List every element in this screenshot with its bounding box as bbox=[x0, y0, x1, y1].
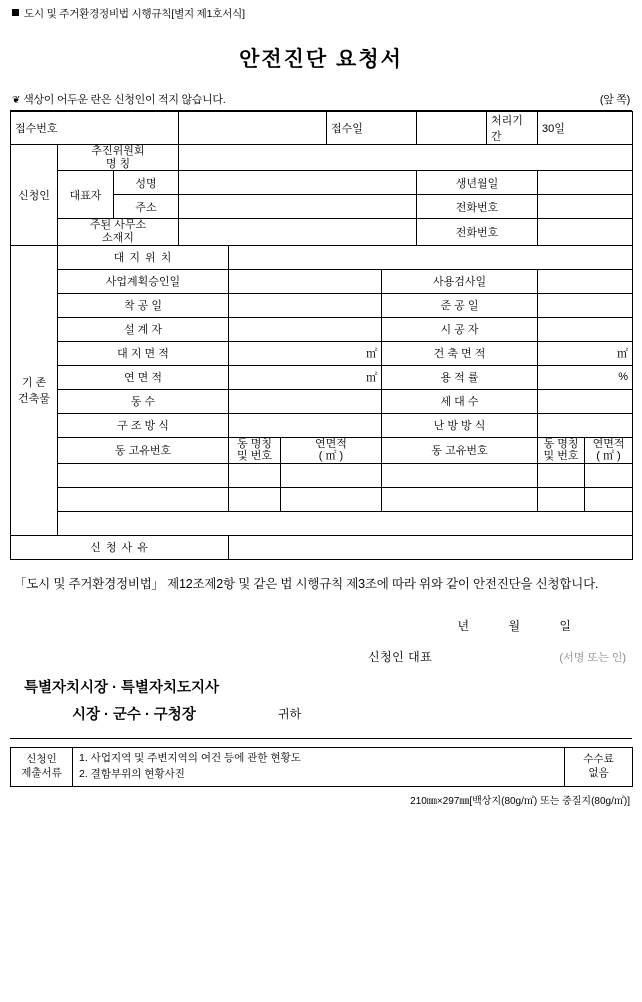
dong-id-value-right-2[interactable] bbox=[382, 487, 538, 511]
applicant-representative-label: 신청인 대표 bbox=[368, 650, 433, 665]
attachments-items bbox=[73, 748, 565, 787]
notice-right-text: (앞 쪽) bbox=[599, 94, 630, 106]
page-title: 안전진단 요청서 bbox=[239, 48, 403, 71]
receipt-number-value[interactable] bbox=[179, 112, 327, 145]
notice-left bbox=[12, 91, 226, 107]
approval-date-label: 사업계획승인일 bbox=[58, 269, 229, 293]
table-row-receipt bbox=[11, 112, 633, 145]
authority-line-1: 특별자치시장 · 특별자치도지사 bbox=[24, 680, 219, 697]
office-location-label bbox=[58, 219, 179, 245]
committee-name-label-line1: 추진위원회 bbox=[91, 145, 145, 157]
bullet-square-icon bbox=[12, 9, 19, 16]
builder-value[interactable] bbox=[538, 317, 633, 341]
notice-row bbox=[10, 91, 632, 111]
dong-name-label-right bbox=[538, 437, 585, 463]
completion-date-value[interactable] bbox=[538, 293, 633, 317]
table-row-dong-entry-2 bbox=[11, 487, 633, 511]
table-row-start-date bbox=[11, 293, 633, 317]
processing-period-label: 처리기간 bbox=[487, 112, 538, 145]
dong-count-value[interactable] bbox=[229, 389, 382, 413]
dong-name-label-left-line1: 동 명칭 bbox=[237, 437, 272, 450]
rep-name-value[interactable] bbox=[179, 171, 417, 195]
date-line bbox=[10, 617, 632, 634]
dong-name-label-right-line2: 및 번호 bbox=[543, 450, 579, 463]
household-count-value[interactable] bbox=[538, 389, 633, 413]
dong-area-label-left-line1: 연면적 bbox=[315, 437, 347, 450]
date-day-label: 일 bbox=[559, 619, 572, 634]
receipt-date-value[interactable] bbox=[417, 112, 487, 145]
table-row-dong-header bbox=[11, 437, 633, 463]
site-area-value[interactable] bbox=[229, 341, 382, 365]
dong-area-value-left[interactable] bbox=[281, 463, 382, 487]
site-location-value[interactable] bbox=[229, 245, 633, 269]
heating-type-label: 난 방 방 식 bbox=[382, 413, 538, 437]
reason-label: 신 청 사 유 bbox=[11, 535, 229, 559]
table-row-reason bbox=[11, 535, 633, 559]
dong-count-label: 동 수 bbox=[58, 389, 229, 413]
completion-date-label: 준 공 일 bbox=[382, 293, 538, 317]
table-row-approval-date bbox=[11, 269, 633, 293]
office-location-value[interactable] bbox=[179, 219, 417, 245]
far-unit: % bbox=[618, 371, 629, 384]
authority-line-2-text: 시장 · 군수 · 구청장 bbox=[72, 707, 196, 724]
statement-text: 「도시 및 주거환경정비법」 제12조제2항 및 같은 법 시행규칙 제3조에 따라 위와 같이 안전진단을 신청합니다. bbox=[14, 576, 599, 591]
receipt-number-label: 접수번호 bbox=[11, 112, 179, 145]
dong-id-value-right[interactable] bbox=[382, 463, 538, 487]
rep-birth-label: 생년월일 bbox=[417, 171, 538, 195]
attachments-row bbox=[11, 748, 633, 787]
table-row-designer bbox=[11, 317, 633, 341]
rep-birth-value[interactable] bbox=[538, 171, 633, 195]
form-reference-text: 도시 및 주거환경정비법 시행규칙[별지 제1호서식] bbox=[24, 8, 245, 20]
signature-line bbox=[10, 648, 632, 666]
authority-line-2 bbox=[10, 703, 632, 724]
paper-spec-note: 210㎜×297㎜[백상지(80g/㎡) 또는 중질지(80g/㎡)] bbox=[410, 795, 630, 807]
rep-address-label: 주소 bbox=[114, 195, 179, 219]
rep-address-value[interactable] bbox=[179, 195, 417, 219]
list-item: 2. 결함부위의 현황사진 bbox=[79, 767, 185, 780]
household-count-label: 세 대 수 bbox=[382, 389, 538, 413]
dong-id-value-left-2[interactable] bbox=[58, 487, 229, 511]
start-date-label: 착 공 일 bbox=[58, 293, 229, 317]
office-phone-value[interactable] bbox=[538, 219, 633, 245]
building-area-value[interactable] bbox=[538, 341, 633, 365]
processing-period-value: 30일 bbox=[538, 112, 633, 145]
dong-name-label-right-line1: 동 명칭 bbox=[543, 437, 579, 450]
form-reference bbox=[12, 6, 632, 21]
applicant-row-label: 신청인 bbox=[11, 145, 58, 246]
use-inspection-date-label: 사용검사일 bbox=[382, 269, 538, 293]
committee-name-value[interactable] bbox=[179, 145, 633, 171]
divider bbox=[10, 738, 632, 739]
office-location-label-line1: 주된 사무소 bbox=[89, 219, 147, 232]
site-location-label: 대 지 위 치 bbox=[58, 245, 229, 269]
table-row-site-location bbox=[11, 245, 633, 269]
dong-area-label-right bbox=[585, 437, 633, 463]
committee-name-label-line2: 명 칭 bbox=[105, 157, 131, 170]
table-row-total-area bbox=[11, 365, 633, 389]
building-area-label: 건 축 면 적 bbox=[382, 341, 538, 365]
dong-name-value-right-2[interactable] bbox=[538, 487, 585, 511]
dong-name-value-right[interactable] bbox=[538, 463, 585, 487]
office-location-label-line2: 소재지 bbox=[102, 231, 134, 244]
date-year-label: 년 bbox=[457, 619, 471, 634]
table-row-dong-count bbox=[11, 389, 633, 413]
honorific-label: 귀하 bbox=[278, 707, 302, 722]
flower-icon: ❦ bbox=[12, 95, 21, 106]
builder-label: 시 공 자 bbox=[382, 317, 538, 341]
rep-phone-label: 전화번호 bbox=[417, 195, 538, 219]
dong-id-label-left: 동 고유번호 bbox=[58, 437, 229, 463]
signature-seal-note: (서명 또는 인) bbox=[559, 652, 626, 665]
representative-label: 대표자 bbox=[58, 171, 114, 219]
designer-label: 설 계 자 bbox=[58, 317, 229, 341]
structure-type-value[interactable] bbox=[229, 413, 382, 437]
total-area-value[interactable] bbox=[229, 365, 382, 389]
dong-entry-blank[interactable] bbox=[58, 511, 633, 535]
table-row-office bbox=[11, 219, 633, 245]
main-form-table bbox=[10, 111, 633, 560]
fee-value: 없음 bbox=[588, 766, 609, 779]
table-row-structure bbox=[11, 413, 633, 437]
dong-id-label-right: 동 고유번호 bbox=[382, 437, 538, 463]
building-row-label-line2: 건축물 bbox=[18, 393, 50, 406]
dong-area-label-right-line1: 연면적 bbox=[592, 437, 625, 450]
dong-area-label-left bbox=[281, 437, 382, 463]
committee-name-label bbox=[58, 145, 179, 171]
receipt-date-label: 접수일 bbox=[327, 112, 417, 145]
notice-left-text: 색상이 어두운 란은 신청인이 적지 않습니다. bbox=[23, 94, 226, 106]
office-phone-label: 전화번호 bbox=[417, 219, 538, 245]
table-row-dong-entry bbox=[11, 463, 633, 487]
dong-name-label-left-line2: 및 번호 bbox=[237, 450, 272, 463]
table-row-site-area bbox=[11, 341, 633, 365]
attachments-head-line2: 제출서류 bbox=[21, 766, 62, 779]
attachments-head-line1: 신청인 bbox=[26, 753, 57, 766]
reason-value[interactable] bbox=[229, 535, 633, 559]
total-area-unit: ㎡ bbox=[366, 372, 377, 385]
rep-phone-value[interactable] bbox=[538, 195, 633, 219]
use-inspection-date-value[interactable] bbox=[538, 269, 633, 293]
date-month-label: 월 bbox=[508, 619, 522, 634]
far-value[interactable] bbox=[538, 365, 633, 389]
dong-area-value-right[interactable] bbox=[585, 463, 633, 487]
far-label: 용 적 률 bbox=[382, 365, 538, 389]
total-area-label: 연 면 적 bbox=[58, 365, 229, 389]
fee-cell bbox=[565, 748, 633, 787]
dong-name-value-left[interactable] bbox=[229, 463, 281, 487]
heating-type-value[interactable] bbox=[538, 413, 633, 437]
dong-area-label-right-line2: ( ㎡ ) bbox=[596, 450, 621, 463]
table-row-dong-entry-3 bbox=[11, 511, 633, 535]
dong-area-value-right-2[interactable] bbox=[585, 487, 633, 511]
fee-label: 수수료 bbox=[583, 753, 614, 766]
attachments-table bbox=[10, 747, 633, 787]
structure-type-label: 구 조 방 식 bbox=[58, 413, 229, 437]
dong-id-value-left[interactable] bbox=[58, 463, 229, 487]
attachments-head bbox=[11, 748, 73, 787]
list-item: 1. 사업지역 및 주변지역의 여건 등에 관한 현황도 bbox=[79, 752, 301, 765]
dong-name-label-left bbox=[229, 437, 281, 463]
building-row-label-line1: 기 존 bbox=[21, 377, 47, 390]
site-area-unit: ㎡ bbox=[366, 348, 377, 361]
designer-value[interactable] bbox=[229, 317, 382, 341]
building-area-unit: ㎡ bbox=[617, 348, 629, 361]
table-row-rep-name bbox=[11, 171, 633, 195]
rep-name-label: 성명 bbox=[114, 171, 179, 195]
dong-area-label-left-line2: ( ㎡ ) bbox=[318, 450, 344, 463]
site-area-label: 대 지 면 적 bbox=[58, 341, 229, 365]
building-row-label bbox=[11, 245, 58, 535]
dong-area-value-left-2[interactable] bbox=[281, 487, 382, 511]
dong-name-value-left-2[interactable] bbox=[229, 487, 281, 511]
approval-date-value[interactable] bbox=[229, 269, 382, 293]
start-date-value[interactable] bbox=[229, 293, 382, 317]
document-page bbox=[0, 6, 642, 1002]
